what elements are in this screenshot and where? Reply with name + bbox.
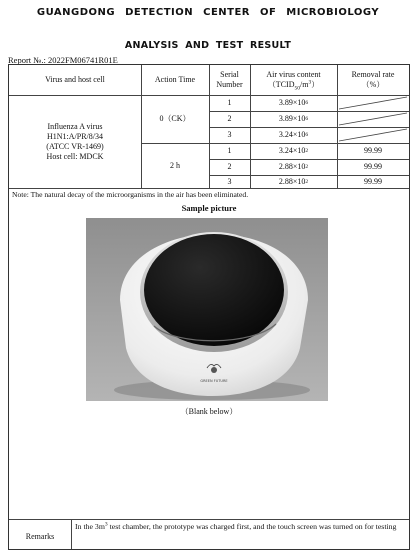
removal-rate-value: 99.99 <box>364 146 382 155</box>
air-virus-value: 2.88×10 2 <box>278 176 309 186</box>
sample-picture-title: Sample picture <box>181 203 237 213</box>
air-virus-value: 3.89×10 6 <box>278 98 309 107</box>
serial-number: 2 <box>227 162 232 171</box>
report-number: Report №.: 2022FM06741R01E <box>8 55 118 65</box>
serial-number: 3 <box>227 130 232 139</box>
table-bottom-divider <box>9 188 409 189</box>
col-header-serial: Serial Number <box>216 70 243 89</box>
svg-text:GREEN FUTURE: GREEN FUTURE <box>200 379 228 383</box>
serial-number: 2 <box>227 114 232 123</box>
empty-cell-slashes <box>337 95 409 143</box>
air-virus-value: 2.88×10 2 <box>278 162 309 171</box>
report-header-title: GUANGDONG DETECTION CENTER OF MICROBIOLOGY <box>36 7 380 18</box>
report-frame <box>8 64 410 550</box>
serial-number: 1 <box>227 146 232 155</box>
action-time-2h: 2 h <box>170 160 180 170</box>
air-virus-value: 3.24×10 6 <box>278 130 309 139</box>
remarks-label: Remarks <box>25 531 55 541</box>
sample-photo <box>86 218 328 401</box>
air-virus-value: 3.24×10 2 <box>278 146 309 155</box>
table-note: Note: The natural decay of the microorganisms in the air has been eliminated. <box>12 190 249 199</box>
remarks-divider <box>9 519 409 520</box>
virus-description: Influenza A virus H1N1:A/PR/8/34 (ATCC VR-1469) Host cell: MDCK <box>46 121 104 161</box>
serial-number: 1 <box>227 98 232 107</box>
device-illustration <box>86 218 328 401</box>
remarks-text: In the $3m^3$ test chamber, the prototype was charged first, and the touch screen was turned on for testing <box>75 521 397 531</box>
col-header-air-virus: Air virus content $(TCID_{50}/m^3)$ <box>266 70 321 92</box>
report-subtitle: ANALYSIS AND TEST RESULT <box>124 40 292 51</box>
remarks-col-divider <box>71 519 72 549</box>
col-header-action-time: Action Time <box>154 75 196 84</box>
blank-below-caption: （Blank below） <box>180 407 238 416</box>
removal-rate-value: 99.99 <box>364 162 382 171</box>
col-header-removal-rate: Removal rate （%） <box>351 70 395 89</box>
removal-rate-value: 99.99 <box>364 176 382 186</box>
col-header-virus: Virus and host cell <box>45 75 105 84</box>
action-time-ck: 0（CK） <box>159 114 191 123</box>
air-virus-value: 3.89×10 6 <box>278 114 309 123</box>
serial-number: 3 <box>227 176 232 186</box>
